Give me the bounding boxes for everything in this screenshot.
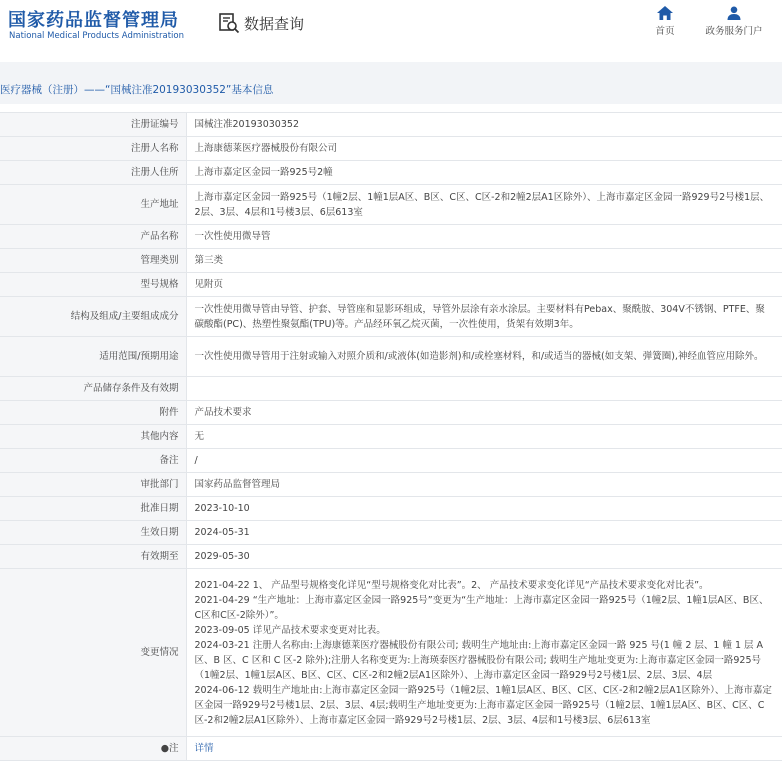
nav-gov-label: 政务服务门户 <box>705 26 763 37</box>
table-row <box>0 225 782 249</box>
site-header <box>0 0 782 62</box>
user-icon <box>727 6 741 20</box>
row-value: 2029-05-30 <box>186 545 782 569</box>
row-label: 注册人名称 <box>0 137 186 161</box>
row-label: 生效日期 <box>0 521 186 545</box>
table-row <box>0 337 782 377</box>
row-label: 适用范围/预期用途 <box>0 337 186 377</box>
nav-gov-service[interactable] <box>703 6 765 37</box>
table-row <box>0 401 782 425</box>
row-value: 上海康德莱医疗器械股份有限公司 <box>186 137 782 161</box>
row-label: 备注 <box>0 449 186 473</box>
row-value: 第三类 <box>186 249 782 273</box>
nav-home-label: 首页 <box>655 26 675 37</box>
data-search-icon <box>218 12 240 34</box>
row-label: 附件 <box>0 401 186 425</box>
row-label: 注册证编号 <box>0 113 186 137</box>
table-row <box>0 497 782 521</box>
breadcrumb[interactable]: 医疗器械（注册）——“国械注准20193030352”基本信息 <box>0 84 274 96</box>
table-row <box>0 297 782 337</box>
row-value: 一次性使用微导管 <box>186 225 782 249</box>
table-row <box>0 521 782 545</box>
row-label: 变更情况 <box>0 569 186 737</box>
table-row <box>0 377 782 401</box>
row-value: 2024-05-31 <box>186 521 782 545</box>
row-label: 管理类别 <box>0 249 186 273</box>
change-entry: 2024-03-21 注册人名称由:上海康德莱医疗器械股份有限公司; 载明生产地址由:上海市嘉定区金园一路 925 号(1 幢 2 层、1 幢 1 层 A 区、B 区、C 区和 C 区-2 除外);注册人名称变更为:上海瑛泰医疗器械股份有限公司; 载明生产地址变更为:上海市嘉定区金园一路925号（1幢2层、1幢1层A区、B区、C区、C区-2和2幢2层A1区除外）、上海市嘉定区金园一路929号2号楼1层、2层、3层、4层 <box>194 639 764 681</box>
row-value: 上海市嘉定区金园一路925号（1幢2层、1幢1层A区、B区、C区、C区-2和2幢2层A1区除外）、上海市嘉定区金园一路929号2号楼1层、2层、3层、4层和1号楼3层、6层613室 <box>186 185 782 225</box>
home-icon <box>657 6 673 20</box>
row-value: / <box>186 449 782 473</box>
row-value: 上海市嘉定区金园一路925号2幢 <box>186 161 782 185</box>
change-entry: 2021-04-29 “生产地址：上海市嘉定区金园一路925号”变更为“生产地址：上海市嘉定区金园一路925号（1幢2层、1幢1层A区、B区、C区和C区-2除外）”。 <box>194 594 769 621</box>
detail-table <box>0 112 782 761</box>
table-row <box>0 449 782 473</box>
row-value: 2023-10-10 <box>186 497 782 521</box>
row-label: 有效期至 <box>0 545 186 569</box>
row-label: 型号规格 <box>0 273 186 297</box>
row-label: 其他内容 <box>0 425 186 449</box>
site-logo-en[interactable]: National Medical Products Administration <box>9 31 184 41</box>
table-row <box>0 161 782 185</box>
detail-link[interactable]: 详情 <box>194 743 214 754</box>
table-row <box>0 545 782 569</box>
row-label: 批准日期 <box>0 497 186 521</box>
row-value: 一次性使用微导管用于注射或输入对照介质和/或液体(如造影剂)和/或栓塞材料，和/或适当的器械(如支架、弹簧圈),神经血管应用除外。 <box>186 337 782 377</box>
row-label: ●注 <box>0 737 186 761</box>
change-entry: 2023-09-05 详见产品技术要求变更对比表。 <box>194 624 386 636</box>
row-value: 见附页 <box>186 273 782 297</box>
table-row-changes <box>0 569 782 737</box>
data-query-label: 数据查询 <box>244 14 305 33</box>
breadcrumb-bar <box>0 62 782 104</box>
nav-home[interactable] <box>650 6 680 37</box>
note-value <box>186 737 782 761</box>
row-label: 产品名称 <box>0 225 186 249</box>
changes-value <box>186 569 782 737</box>
row-value: 一次性使用微导管由导管、护套、导管座和显影环组成，导管外层涂有亲水涂层。主要材料有Pebax、聚酰胺、304V不锈钢、PTFE、聚碳酸酯(PC)、热塑性聚氨酯(TPU)等。产品经环氧乙烷灭菌，一次性使用，货架有效期3年。 <box>186 297 782 337</box>
row-label: 产品储存条件及有效期 <box>0 377 186 401</box>
table-row <box>0 113 782 137</box>
row-value <box>186 377 782 401</box>
row-value: 无 <box>186 425 782 449</box>
table-row <box>0 249 782 273</box>
change-entry: 2021-04-22 1、 产品型号规格变化详见“型号规格变化对比表”。2、 产品技术要求变化详见“产品技术要求变化对比表”。 <box>194 579 709 591</box>
table-row <box>0 425 782 449</box>
table-row <box>0 137 782 161</box>
row-value: 国家药品监督管理局 <box>186 473 782 497</box>
site-logo-cn[interactable]: 国家药品监督管理局 <box>8 10 179 31</box>
change-entry: 2024-06-12 载明生产地址由:上海市嘉定区金园一路925号（1幢2层、1幢1层A区、B区、C区、C区-2和2幢2层A1区除外）、上海市嘉定区金园一路929号2号楼1层、2层、3层、4层;载明生产地址变更为:上海市嘉定区金园一路925号（1幢2层、1幢1层A区、B区、C区、C区-2和2幢2层A1区除外）、上海市嘉定区金园一路929号2号楼1层、2层、3层、4层和1号楼3层、6层613室 <box>194 684 772 726</box>
data-query-title[interactable] <box>218 11 304 35</box>
table-row-note <box>0 737 782 761</box>
row-label: 审批部门 <box>0 473 186 497</box>
row-label: 结构及组成/主要组成成分 <box>0 297 186 337</box>
table-row <box>0 273 782 297</box>
row-label: 注册人住所 <box>0 161 186 185</box>
row-label: 生产地址 <box>0 185 186 225</box>
row-value: 国械注准20193030352 <box>186 113 782 137</box>
table-row <box>0 473 782 497</box>
row-value: 产品技术要求 <box>186 401 782 425</box>
table-row <box>0 185 782 225</box>
